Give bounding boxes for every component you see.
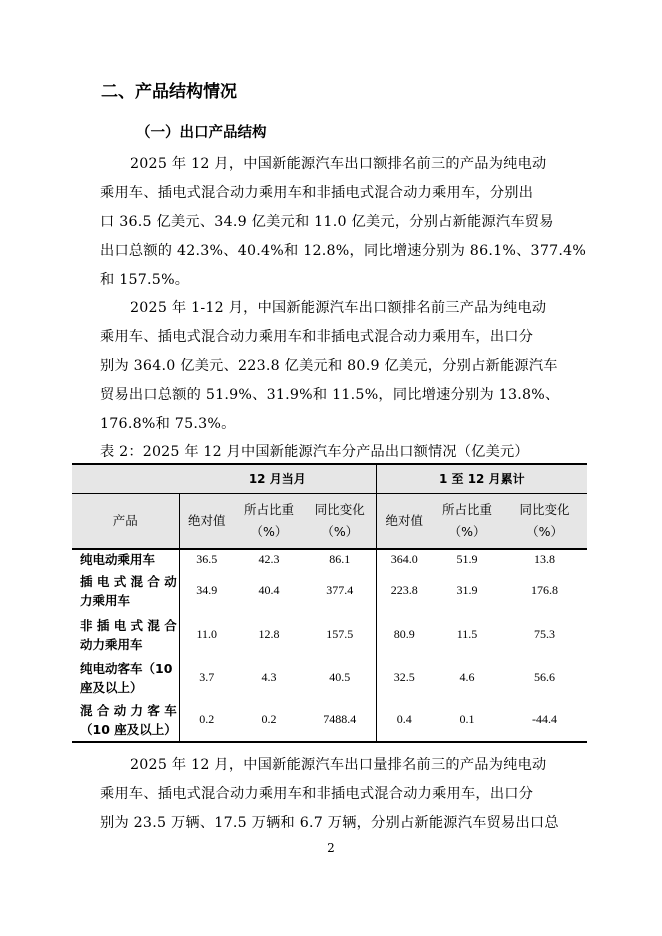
paragraph-line: 176.8%和 75.3%。	[100, 416, 236, 432]
table-row	[72, 612, 587, 657]
product-name: 纯电动客车（10 座及以上）	[80, 660, 173, 695]
cell-year-yoy: 75.3	[534, 627, 556, 641]
cell-month-abs: 34.9	[179, 569, 234, 612]
paragraph-line: 贸易出口总额的 51.9%、31.9%和 11.5%，同比增速分别为 13.8%、	[100, 387, 560, 403]
cell-year-yoy: 56.6	[534, 670, 556, 684]
section-heading: 二、产品结构情况	[101, 82, 237, 102]
paragraph-line: 乘用车、插电式混合动力乘用车和非插电式混合动力乘用车，分别出	[100, 185, 534, 201]
paragraph-line: 2025 年 12 月，中国新能源汽车出口额排名前三的产品为纯电动	[130, 156, 547, 172]
cell-year-share: 11.5	[456, 627, 478, 641]
cell-month-share: 0.2	[261, 712, 277, 726]
paragraph-line: 乘用车、插电式混合动力乘用车和非插电式混合动力乘用车，出口分	[100, 329, 534, 345]
cell-year-yoy: 176.8	[531, 583, 559, 597]
cell-month-yoy: 377.4	[326, 583, 354, 597]
cell-year-yoy: 13.8	[534, 552, 556, 566]
cell-year-share: 4.6	[459, 670, 475, 684]
cell-month-yoy: 86.1	[329, 552, 351, 566]
cell-month-share: 42.3	[258, 552, 280, 566]
cell-month-share: 4.3	[261, 670, 277, 684]
column-header-yoy: 同比变化 （%）	[502, 493, 587, 549]
table-caption: 表 2：2025 年 12 月中国新能源汽车分产品出口额情况（亿美元）	[100, 444, 529, 460]
table-group-header-row	[72, 464, 587, 493]
paragraph-line: 别为 23.5 万辆、17.5 万辆和 6.7 万辆，分别占新能源汽车贸易出口总	[100, 815, 559, 831]
paragraph-line: 和 157.5%。	[100, 272, 190, 288]
cell-year-share: 51.9	[456, 552, 478, 566]
cell-month-abs: 36.5	[179, 549, 234, 569]
cell-year-abs: 0.4	[376, 698, 432, 742]
product-name: 插 电 式 混 合 动 力乘用车	[80, 573, 177, 608]
table-row	[72, 657, 587, 698]
column-header-abs: 绝对值	[376, 493, 432, 549]
group-header-month: 12 月当月	[179, 464, 376, 493]
paragraph-month-export-volume	[100, 751, 566, 838]
cell-month-abs: 11.0	[179, 612, 234, 657]
cell-year-abs: 364.0	[376, 549, 432, 569]
table-row	[72, 698, 587, 742]
product-name: 混 合 动 力 客 车 （10 座及以上）	[80, 702, 177, 737]
group-header-year: 1 至 12 月累计	[376, 464, 587, 493]
cell-month-abs: 0.2	[179, 698, 234, 742]
page-number: 2	[327, 841, 335, 855]
paragraph-line: 2025 年 12 月，中国新能源汽车出口量排名前三的产品为纯电动	[130, 757, 547, 773]
subsection-heading: （一）出口产品结构	[136, 125, 267, 141]
paragraph-line: 别为 364.0 亿美元、223.8 亿美元和 80.9 亿美元，分别占新能源汽车	[100, 358, 558, 374]
product-name: 纯电动乘用车	[80, 552, 156, 567]
paragraph-line: 口 36.5 亿美元、34.9 亿美元和 11.0 亿美元，分别占新能源汽车贸易	[100, 214, 554, 230]
cell-year-yoy: -44.4	[532, 712, 558, 726]
paragraph-month-export-value	[100, 150, 587, 295]
cell-year-share: 0.1	[459, 712, 475, 726]
cell-year-abs: 80.9	[376, 612, 432, 657]
column-header-share: 所占比重 （%）	[432, 493, 502, 549]
cell-year-abs: 223.8	[376, 569, 432, 612]
export-by-product-table	[72, 463, 587, 743]
cell-month-yoy: 157.5	[326, 627, 354, 641]
paragraph-line: 乘用车、插电式混合动力乘用车和非插电式混合动力乘用车，出口分	[100, 786, 534, 802]
table-row	[72, 569, 587, 612]
table-column-header-row	[72, 493, 587, 549]
column-header-abs: 绝对值	[179, 493, 234, 549]
paragraph-line: 2025 年 1-12 月，中国新能源汽车出口额排名前三产品为纯电动	[130, 300, 547, 316]
paragraph-line: 出口总额的 42.3%、40.4%和 12.8%，同比增速分别为 86.1%、377.4%	[100, 243, 587, 259]
paragraph-year-export-value	[100, 294, 566, 439]
cell-year-abs: 32.5	[376, 657, 432, 698]
product-name: 非 插 电 式 混 合 动力乘用车	[80, 617, 177, 652]
cell-month-abs: 3.7	[179, 657, 234, 698]
column-header-share: 所占比重 （%）	[234, 493, 304, 549]
cell-month-yoy: 7488.4	[323, 712, 357, 726]
column-header-product: 产品	[72, 493, 179, 549]
cell-year-share: 31.9	[456, 583, 478, 597]
cell-month-share: 12.8	[258, 627, 280, 641]
table-row	[72, 549, 587, 569]
column-header-yoy: 同比变化 （%）	[304, 493, 376, 549]
cell-month-share: 40.4	[258, 583, 280, 597]
cell-month-yoy: 40.5	[329, 670, 351, 684]
